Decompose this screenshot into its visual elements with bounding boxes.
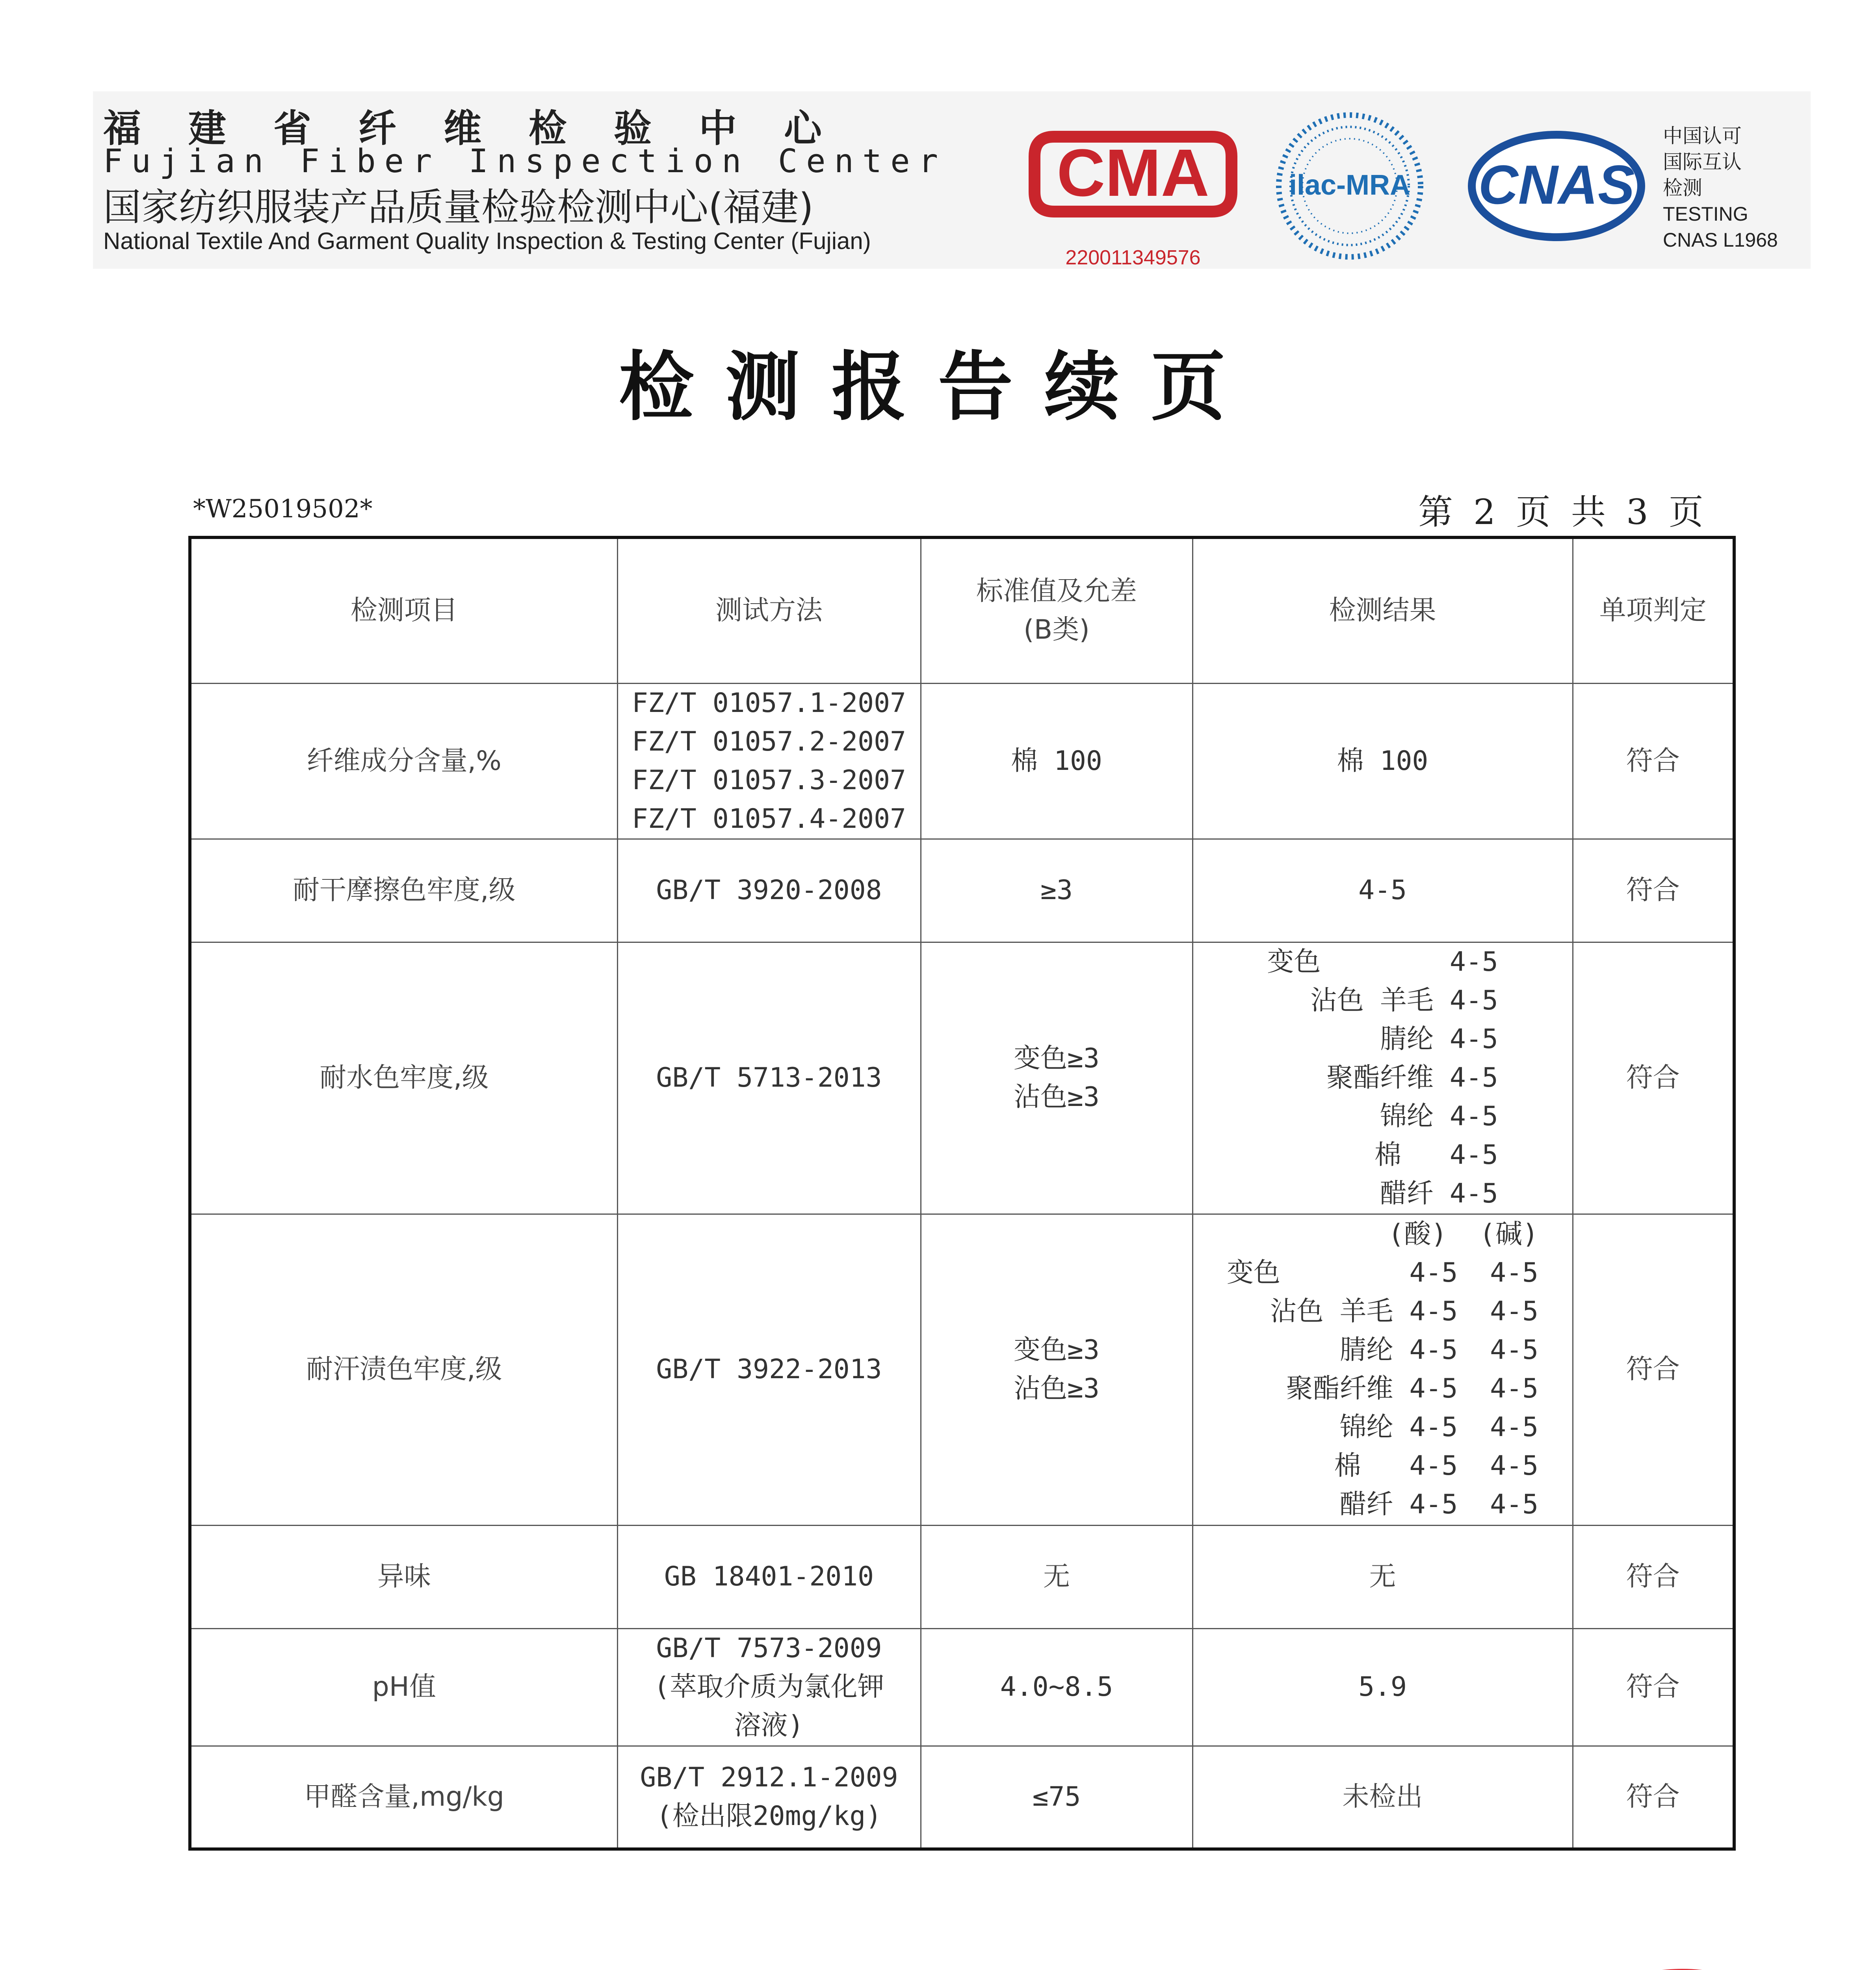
header-test-method: 测试方法 <box>617 537 921 683</box>
test-result: 无 <box>1192 1525 1573 1628</box>
center-name-en: National Textile And Garment Quality Inspection & Testing Center (Fujian) <box>103 228 871 254</box>
standard-line: 变色≥3 <box>1014 1334 1100 1366</box>
cnas-line: 检测 <box>1663 177 1702 199</box>
test-results-table <box>188 536 1736 1851</box>
result-line: 腈纶 4-5 <box>1380 1024 1498 1055</box>
result-line: 醋纤 4-5 4-5 <box>1339 1489 1539 1520</box>
result-line: 腈纶 4-5 4-5 <box>1339 1334 1539 1366</box>
method-line: FZ/T 01057.4-2007 <box>632 803 906 834</box>
method-line: 溶液) <box>734 1710 804 1741</box>
judgement: 符合 <box>1573 1628 1734 1746</box>
header-test-item: 检测项目 <box>190 537 617 683</box>
result-line: 沾色 羊毛 4-5 <box>1310 985 1498 1016</box>
letterhead <box>93 91 1811 269</box>
test-item: 耐水色牢度,级 <box>190 942 617 1214</box>
report-code: *W25019502* <box>193 494 373 524</box>
official-seal <box>1505 1962 1859 1970</box>
test-item: 耐干摩擦色牢度,级 <box>190 839 617 942</box>
test-item: pH值 <box>190 1628 617 1746</box>
standard-value: 4.0~8.5 <box>921 1628 1192 1746</box>
test-method <box>617 683 921 839</box>
standard-value <box>921 942 1192 1214</box>
cnas-logo <box>1464 127 1649 245</box>
header-judgement: 单项判定 <box>1573 537 1734 683</box>
test-item: 异味 <box>190 1525 617 1628</box>
test-result <box>1192 1214 1573 1525</box>
table-row <box>190 1746 1734 1849</box>
report-title: 检测报告续页 <box>619 344 1257 431</box>
standard-line: 沾色≥3 <box>1014 1082 1100 1113</box>
test-item: 甲醛含量,mg/kg <box>190 1746 617 1849</box>
table-row <box>190 1628 1734 1746</box>
table-header-row <box>190 537 1734 683</box>
result-line: 聚酯纤维 4-5 <box>1326 1062 1498 1093</box>
method-line: GB/T 7573-2009 <box>656 1633 882 1664</box>
test-result: 未检出 <box>1192 1746 1573 1849</box>
cma-logo <box>1027 129 1239 219</box>
header-standard-value: 标准值及允差 (B类) <box>921 537 1192 683</box>
judgement: 符合 <box>1573 683 1734 839</box>
result-line: 变色 4-5 <box>1267 946 1498 978</box>
result-block <box>1267 943 1498 1213</box>
standard-line: 变色≥3 <box>1014 1043 1100 1074</box>
method-line: FZ/T 01057.1-2007 <box>632 687 906 719</box>
table-row <box>190 1525 1734 1628</box>
result-line: 变色 4-5 4-5 <box>1226 1257 1539 1288</box>
test-method <box>617 1628 921 1746</box>
table-row <box>190 683 1734 839</box>
cma-number: 220011349576 <box>1065 246 1201 269</box>
result-line: 沾色 羊毛 4-5 4-5 <box>1270 1296 1539 1327</box>
test-result: 4-5 <box>1192 839 1573 942</box>
result-line: 棉 4-5 4-5 <box>1334 1450 1539 1481</box>
test-result: 棉 100 <box>1192 683 1573 839</box>
judgement: 符合 <box>1573 1214 1734 1525</box>
test-method: GB/T 5713-2013 <box>617 942 921 1214</box>
cnas-label: CNAS <box>1478 154 1635 216</box>
standard-value: ≥3 <box>921 839 1192 942</box>
result-line: (酸) (碱) <box>1388 1219 1539 1250</box>
method-line: FZ/T 01057.2-2007 <box>632 726 906 757</box>
header-test-result: 检测结果 <box>1192 537 1573 683</box>
result-line: 锦纶 4-5 4-5 <box>1339 1412 1539 1443</box>
ilac-label: ilac-MRA <box>1289 169 1411 201</box>
standard-line: 沾色≥3 <box>1014 1373 1100 1404</box>
test-method: GB 18401-2010 <box>617 1525 921 1628</box>
cnas-line: CNAS L1968 <box>1663 229 1778 251</box>
method-line: FZ/T 01057.3-2007 <box>632 764 906 796</box>
test-item: 耐汗渍色牢度,级 <box>190 1214 617 1525</box>
result-line: 锦纶 4-5 <box>1380 1101 1498 1132</box>
center-name-cn: 国家纺织服装产品质量检验检测中心(福建) <box>103 185 814 229</box>
table-row <box>190 1214 1734 1525</box>
test-item: 纤维成分含量,% <box>190 683 617 839</box>
method-line: (检出限20mg/kg) <box>656 1800 882 1832</box>
cnas-line: 中国认可 <box>1663 125 1742 147</box>
result-line: 聚酯纤维 4-5 4-5 <box>1286 1373 1539 1404</box>
result-line: 醋纤 4-5 <box>1380 1178 1498 1209</box>
cnas-line: 国际互认 <box>1663 151 1742 173</box>
result-block <box>1227 1215 1538 1524</box>
standard-value <box>921 1214 1192 1525</box>
table-row <box>190 839 1734 942</box>
table-row <box>190 942 1734 1214</box>
cnas-line: TESTING <box>1663 203 1748 225</box>
method-line: (萃取介质为氯化钾 <box>654 1671 884 1702</box>
judgement: 符合 <box>1573 942 1734 1214</box>
standard-value: 无 <box>921 1525 1192 1628</box>
cma-label: CMA <box>1057 136 1209 210</box>
test-method <box>617 1746 921 1849</box>
ilac-mra-logo <box>1271 107 1428 265</box>
judgement: 符合 <box>1573 1525 1734 1628</box>
org-name-cn: 福建省纤维检验中心 <box>103 106 869 151</box>
method-line: GB/T 2912.1-2009 <box>640 1762 898 1793</box>
test-method: GB/T 3920-2008 <box>617 839 921 942</box>
result-line: 棉 4-5 <box>1374 1139 1498 1171</box>
org-name-en: Fujian Fiber Inspection Center <box>103 143 947 180</box>
judgement: 符合 <box>1573 1746 1734 1849</box>
standard-value: 棉 100 <box>921 683 1192 839</box>
test-method: GB/T 3922-2013 <box>617 1214 921 1525</box>
test-result: 5.9 <box>1192 1628 1573 1746</box>
test-result <box>1192 942 1573 1214</box>
judgement: 符合 <box>1573 839 1734 942</box>
standard-value: ≤75 <box>921 1746 1192 1849</box>
cnas-accreditation-text <box>1663 123 1778 253</box>
page-number: 第 2 页 共 3 页 <box>1418 492 1708 532</box>
